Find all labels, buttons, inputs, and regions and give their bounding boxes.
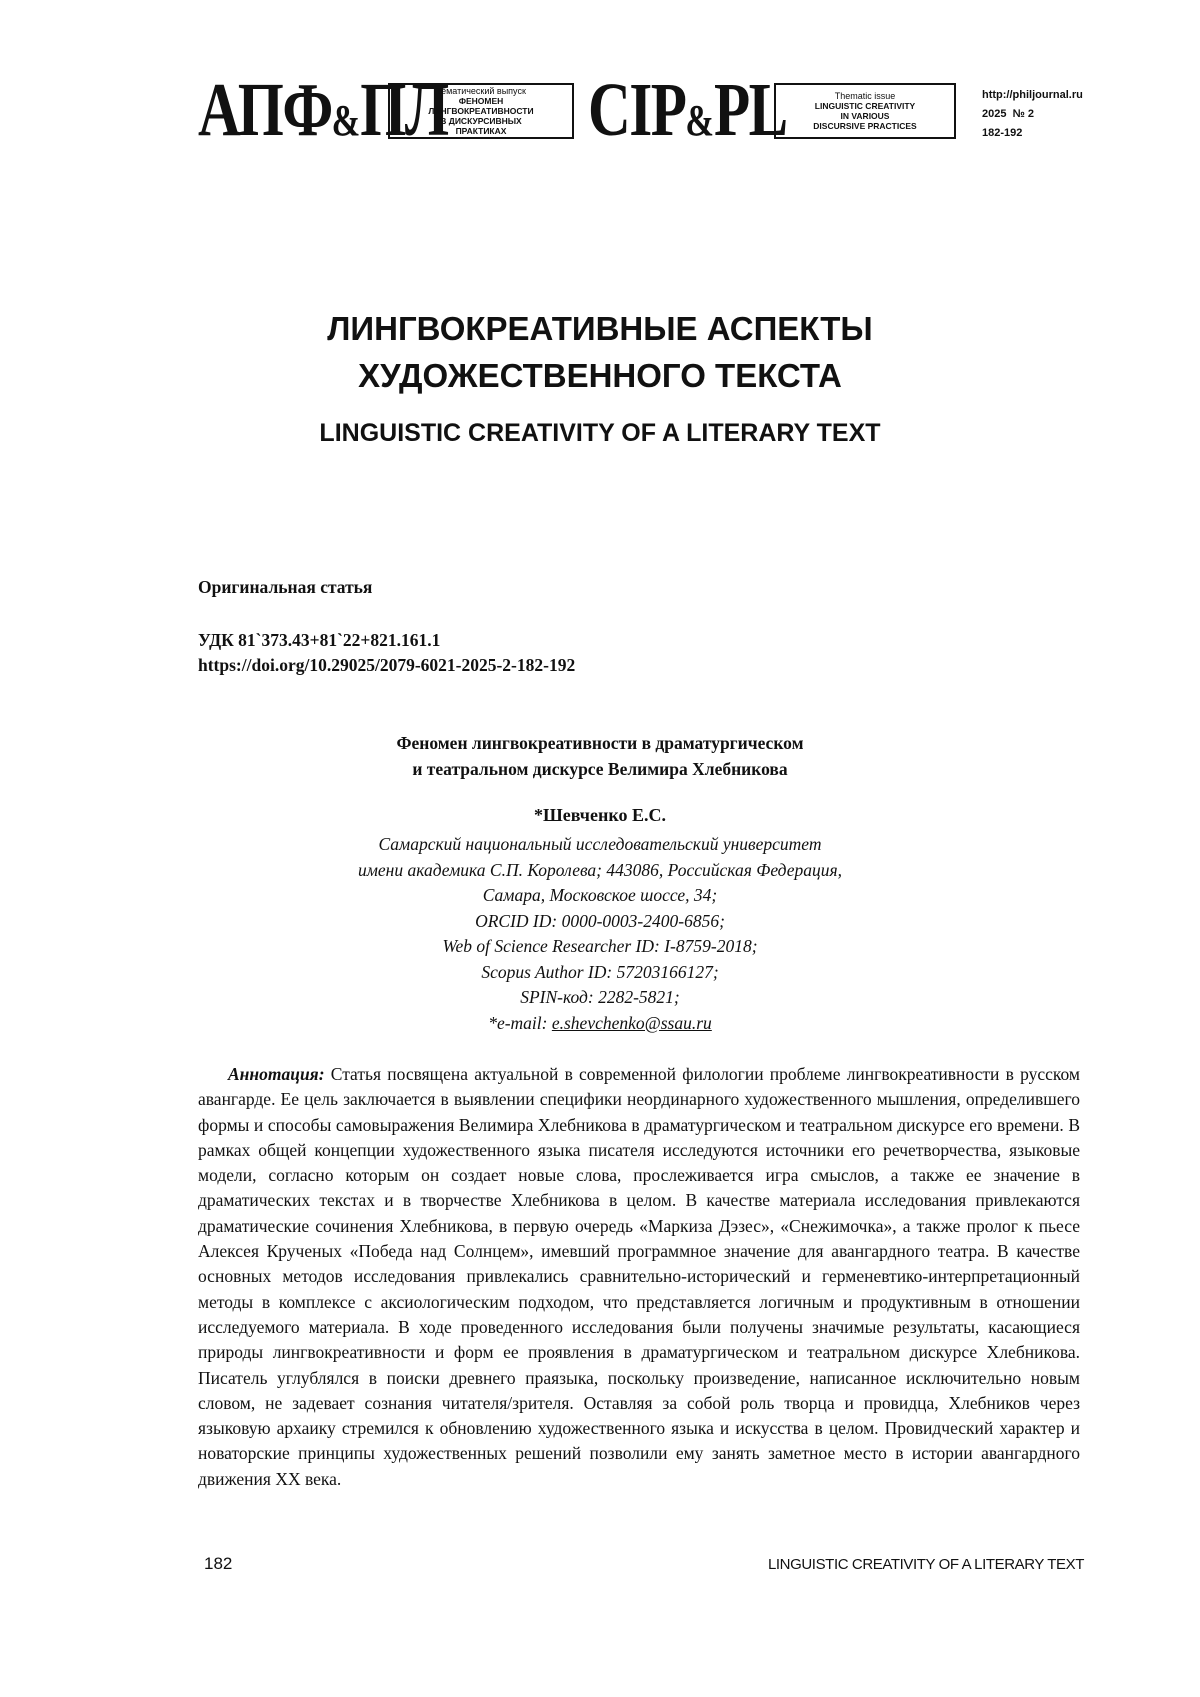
journal-site-link[interactable]: http://philjournal.ru	[982, 89, 1083, 101]
abstract-label: Аннотация:	[228, 1064, 325, 1084]
page-range: 182-192	[982, 127, 1023, 139]
thematic-issue-box-ru: Тематический выпуск ФЕНОМЕН ЛИНГВОКРЕАТИВНОСТИ В ДИСКУРСИВНЫХ ПРАКТИКАХ	[388, 83, 574, 139]
thematic-issue-box-en: Thematic issue LINGUISTIC CREATIVITY IN VARIOUS DISCURSIVE PRACTICES	[774, 83, 956, 139]
author-name: *Шевченко Е.С.	[534, 805, 666, 825]
journal-logo-en: CIP&PL	[588, 68, 787, 152]
title-ru-line1: ЛИНГВОКРЕАТИВНЫЕ АСПЕКТЫ	[327, 310, 873, 347]
page-number: 182	[204, 1554, 233, 1573]
issue-number: 2025 № 2	[982, 108, 1035, 120]
affiliation-line: Самарский национальный исследовательский университет	[378, 834, 822, 854]
title-en: LINGUISTIC CREATIVITY OF A LITERARY TEXT	[319, 419, 881, 447]
spin-code: SPIN-код: 2282-5821;	[520, 987, 680, 1007]
affiliation-line: имени академика С.П. Королева; 443086, Российская Федерация,	[357, 859, 843, 880]
affiliation-line: Самара, Московское шоссе, 34;	[482, 885, 718, 905]
issue-meta	[982, 86, 1083, 143]
abstract-text: Статья посвящена актуальной в современной филологии проблеме лингвокреативности в русском авангарде. Ее цель заключается в выявлении специфики неординарного художественного мышления, определившего формы и способы самовыражения Велимира Хлебникова в драматургическом и театральном дискурсе его времени. В рамках общей концепции художественного языка писателя исследуются источники его речетворчества, языковые модели, согласно которым он создает новые слова, прослеживается игра смыслов, а также ее значение в драматических текстах и в творчестве Хлебникова в целом. В качестве материала исследования привлекаются драматические сочинения Хлебникова, в первую очередь «Маркиза Дэзес», «Снежимочка», а также пролог к пьесе Алексея Крученых «Победа над Солнцем», имевший программное значение для авангардного театра. В качестве основных методов исследования привлекались сравнительно-исторический и герменевтико-интерпретационный методы в комплексе с аксиологическим подходом, что представляется логичным и продуктивным в отношении исследуемого материала. В ходе проведенного исследования были получены значимые результаты, касающиеся природы лингвокреативности и форм ее проявления в драматургическом и театральном дискурсе Хлебникова. Писатель углублялся в поиски древнего праязыка, поскольку произведение, написанное исключительно новым словом, не задевает сознания читателя/зрителя. Оставляя за собой роль творца и провидца, Хлебников через языковую архаику стремился к обновлению художественного языка и искусства в целом. Провидческий характер и новаторские принципы художественных решений позволили ему занять заметное место в истории авангардного движения XX века.	[198, 1064, 1080, 1489]
article-title-line1: Феномен лингвокреативности в драматургическом	[396, 733, 804, 753]
article-type: Оригинальная статья	[198, 577, 373, 597]
udc-code: УДК 81`373.43+81`22+821.161.1	[198, 630, 441, 650]
email-prefix: *e-mail:	[488, 1012, 552, 1033]
email-line	[0, 1011, 1200, 1037]
article-title-line2: и театральном дискурсе Велимира Хлебникова	[412, 759, 788, 779]
running-title: LINGUISTIC CREATIVITY OF A LITERARY TEXT	[767, 1556, 1084, 1573]
scopus-author-id: Scopus Author ID: 57203166127;	[481, 961, 719, 982]
main-title	[0, 305, 1200, 448]
email-link[interactable]: e.shevchenko@ssau.ru	[551, 1012, 712, 1033]
doi-link[interactable]: https://doi.org/10.29025/2079-6021-2025-2-182-192	[198, 655, 576, 675]
page-footer	[198, 1554, 1084, 1578]
author-affiliation	[0, 832, 1200, 1036]
article-title	[0, 730, 1200, 782]
wos-researcher-id: Web of Science Researcher ID: I-8759-2018;	[442, 936, 758, 956]
abstract	[198, 1062, 1080, 1492]
title-ru-line2: ХУДОЖЕСТВЕННОГО ТЕКСТА	[358, 357, 842, 394]
masthead	[198, 68, 1088, 152]
orcid-id: ORCID ID: 0000-0003-2400-6856;	[475, 910, 725, 931]
journal-logo-ru: АПФ&ПЛ	[198, 68, 448, 152]
